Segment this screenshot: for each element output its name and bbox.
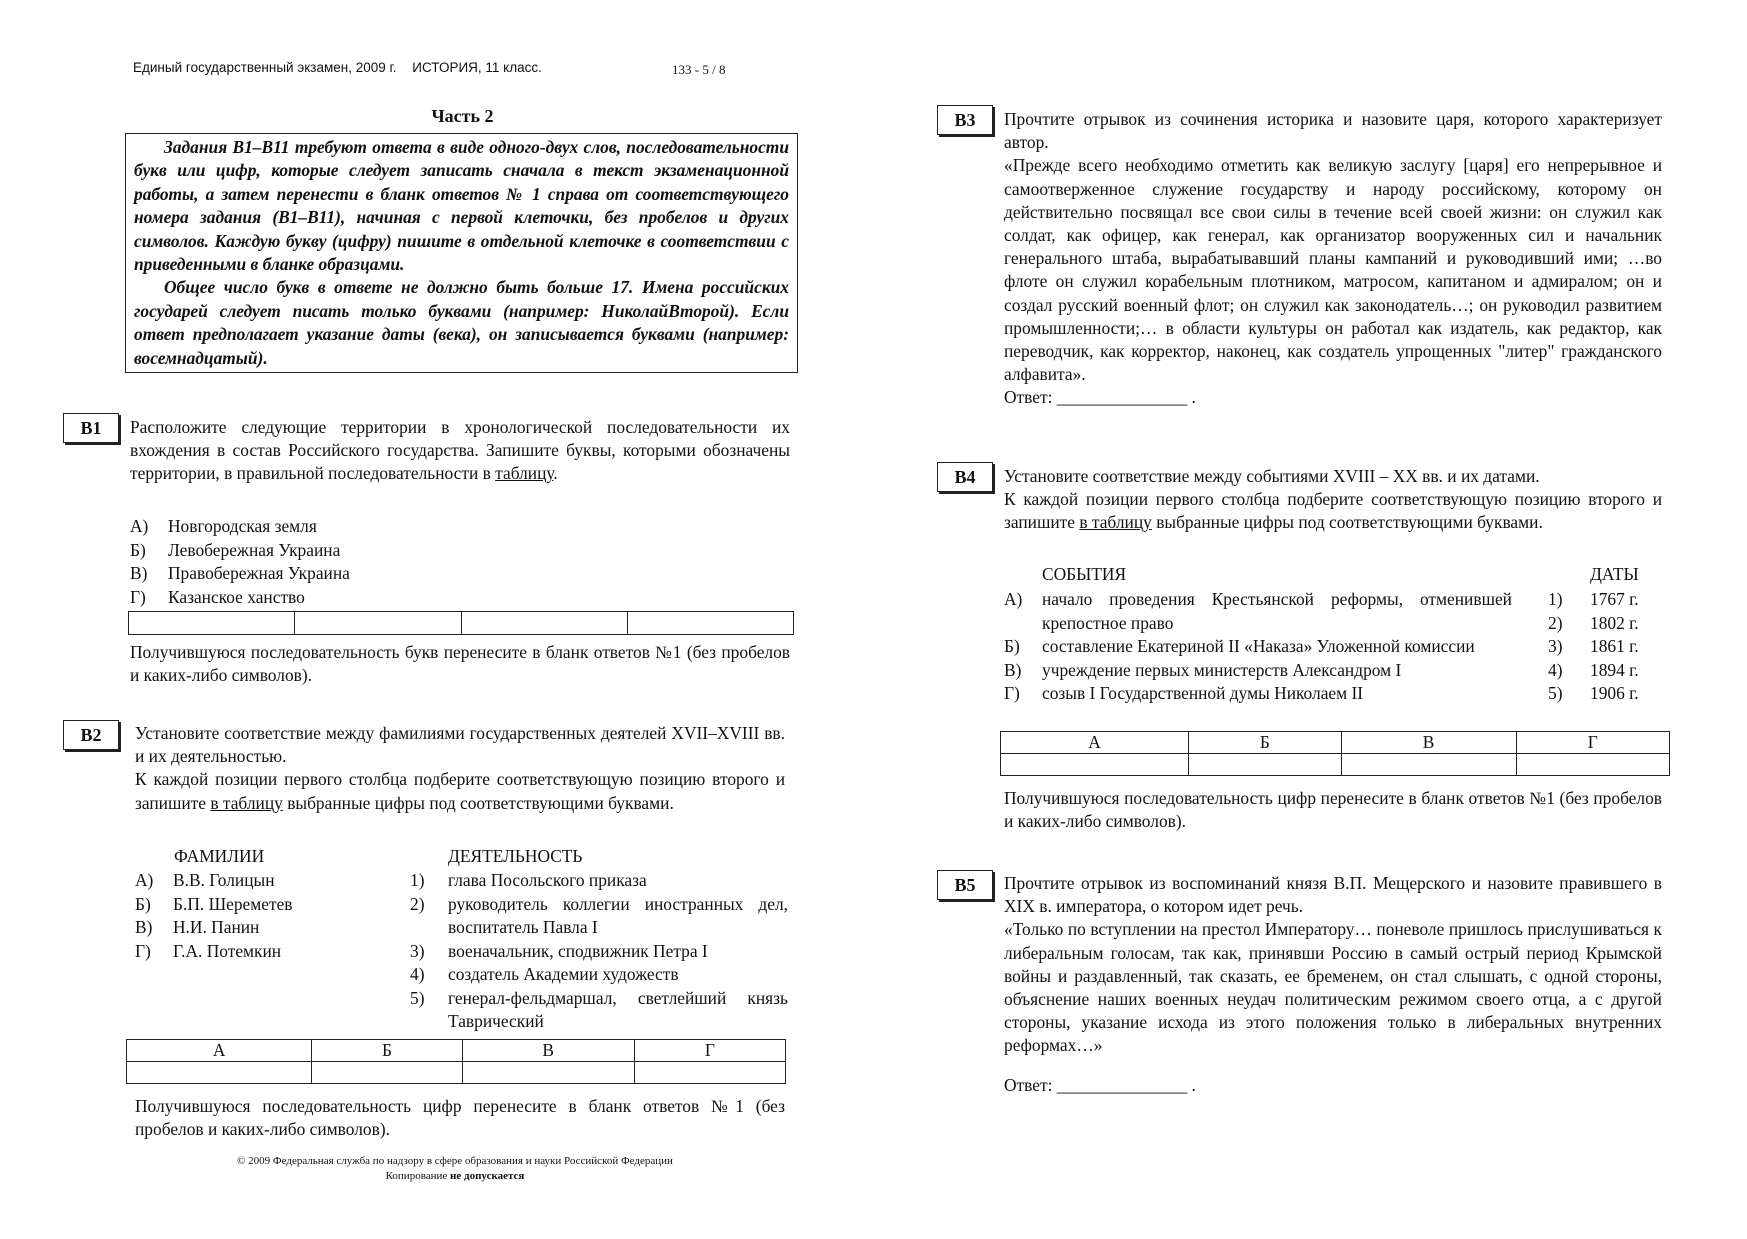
copy-notice xyxy=(130,1169,780,1184)
list-item xyxy=(1004,635,1512,659)
task-b5-label: В5 xyxy=(937,870,993,900)
list-key: Г) xyxy=(1004,683,1020,703)
list-text: начало проведения Крестьянской реформы, отменившей крепостное право xyxy=(1042,589,1512,633)
list-text: руководитель коллегии иностранных дел, воспитатель Павла I xyxy=(448,893,788,937)
answer-cell[interactable] xyxy=(295,612,461,635)
list-text: Б.П. Шереметев xyxy=(173,893,293,914)
task-b1-text xyxy=(130,416,790,486)
list-item xyxy=(1548,635,1668,659)
task-b2-instruction-end: выбранные цифры под соответствующими буквами. xyxy=(282,792,674,813)
table-header-cell: Г xyxy=(1516,732,1669,754)
list-item xyxy=(135,869,415,893)
task-b4-instruction-main: К каждой позиции первого столбца подберите соответствующую позицию второго и запишите xyxy=(1004,489,1662,533)
table-header-cell: Б xyxy=(1189,732,1342,754)
task-b4-dates xyxy=(1548,588,1668,706)
task-b2-names xyxy=(135,869,415,963)
table-header-cell: В xyxy=(1341,732,1516,754)
task-b1-list xyxy=(130,515,730,609)
answer-cell[interactable] xyxy=(1341,754,1516,776)
task-b1-text-end: . xyxy=(553,463,558,484)
list-key: А) xyxy=(130,516,149,536)
task-b4-events xyxy=(1004,588,1512,706)
part-title: Часть 2 xyxy=(431,106,494,126)
task-b2-table-link: в таблицу xyxy=(210,792,283,813)
list-key: 4) xyxy=(410,964,425,984)
task-b4-col1-head: СОБЫТИЯ xyxy=(1042,564,1127,584)
list-text: 1767 г. xyxy=(1590,589,1639,609)
list-key: 3) xyxy=(410,940,425,961)
task-b5-answer[interactable]: Ответ: _______________ . xyxy=(1004,1074,1196,1095)
list-text: генерал-фельдмаршал, светлейший князь Таврический xyxy=(448,987,788,1031)
list-key: 5) xyxy=(1548,683,1563,703)
list-key: А) xyxy=(1004,589,1023,609)
page-footer xyxy=(130,1154,780,1184)
exam-title: Единый государственный экзамен, 2009 г. xyxy=(133,60,397,75)
list-item xyxy=(1004,588,1512,635)
task-b1-table-link: таблицу xyxy=(495,463,554,484)
list-key: Б) xyxy=(135,893,151,914)
task-b1-label: В1 xyxy=(63,413,119,443)
list-key: В) xyxy=(135,917,153,937)
list-text: Н.И. Панин xyxy=(173,917,260,937)
answer-cell[interactable] xyxy=(634,1062,785,1084)
task-b2-answer-table xyxy=(126,1039,786,1084)
task-b3-intro: Прочтите отрывок из сочинения историка и назовите царя, которого характеризует автор. xyxy=(1004,109,1662,153)
list-text: 1894 г. xyxy=(1590,659,1639,680)
list-key: Г) xyxy=(130,586,146,607)
table-header-cell: В xyxy=(462,1040,634,1062)
list-item xyxy=(135,893,415,917)
list-text: 1906 г. xyxy=(1590,683,1639,703)
task-b4-instruction xyxy=(1004,488,1662,534)
answer-cell[interactable] xyxy=(461,612,627,635)
list-key: В) xyxy=(1004,659,1022,680)
list-key: 1) xyxy=(410,870,425,890)
list-text: 1802 г. xyxy=(1590,612,1639,633)
list-item xyxy=(1548,659,1668,683)
task-b4-label: В4 xyxy=(937,462,993,492)
task-b1-text-main: Расположите следующие территории в хронологической последовательности их вхождения в состав Российского государства. Запишите буквы, которыми обозначены территории, в правильной последовательности в xyxy=(130,417,790,484)
list-item xyxy=(410,893,788,940)
answer-cell[interactable] xyxy=(1001,754,1189,776)
list-key: Б) xyxy=(130,539,146,560)
task-b3-text xyxy=(1004,108,1662,410)
subject-title: ИСТОРИЯ, 11 класс. xyxy=(412,60,542,75)
table-header-cell: А xyxy=(1001,732,1189,754)
copy-notice-bold: не допускается xyxy=(450,1170,525,1182)
task-b2-activities xyxy=(410,869,788,1034)
task-b1-note: Получившуюся последовательность букв перенесите в бланк ответов №1 (без пробелов и каких-либо символов). xyxy=(130,642,790,686)
answer-cell[interactable] xyxy=(127,1062,312,1084)
task-b2-intro: Установите соответствие между фамилиями государственных деятелей XVII–XVIII вв. и их деятельностью. xyxy=(135,723,785,767)
task-b3-label: В3 xyxy=(937,105,993,135)
list-text: Новгородская земля xyxy=(168,516,317,536)
task-b1-answer-table xyxy=(128,611,794,635)
answer-cell[interactable] xyxy=(312,1062,462,1084)
list-text: составление Екатериной II «Наказа» Уложенной комиссии xyxy=(1042,636,1475,656)
task-b4-table-link: в таблицу xyxy=(1079,512,1152,533)
list-key: 2) xyxy=(410,893,425,914)
task-b2-col2-head: ДЕЯТЕЛЬНОСТЬ xyxy=(448,846,583,866)
task-b2-instruction-main: К каждой позиции первого столбца подберите соответствующую позицию второго и запишите xyxy=(135,769,785,813)
list-item xyxy=(1004,659,1512,683)
list-key: 2) xyxy=(1548,612,1563,633)
copy-notice-text: Копирование xyxy=(385,1170,451,1182)
list-text: военачальник, сподвижник Петра I xyxy=(448,940,708,961)
list-key: 5) xyxy=(410,987,425,1008)
instructions-paragraph-2: Общее число букв в ответе не должно быть больше 17. Имена российских государей следует писать только буквами (например: НиколайВторой). Если ответ предполагает указание даты (века), он записывается буквами (например: восемнадцатый). xyxy=(134,277,789,368)
list-key: Г) xyxy=(135,940,151,961)
task-b2-instruction xyxy=(135,768,785,814)
list-text: глава Посольского приказа xyxy=(448,870,647,890)
list-item xyxy=(1548,612,1668,636)
list-text: Г.А. Потемкин xyxy=(173,940,282,961)
list-item xyxy=(410,869,788,893)
task-b5-text xyxy=(1004,872,1662,1097)
list-text: учреждение первых министерств Александром I xyxy=(1042,659,1402,680)
list-item xyxy=(130,562,730,586)
answer-cell[interactable] xyxy=(462,1062,634,1084)
instructions-box xyxy=(125,133,798,373)
list-key: 4) xyxy=(1548,659,1563,680)
list-key: В) xyxy=(130,563,148,583)
list-text: 1861 г. xyxy=(1590,636,1639,656)
task-b3-answer[interactable]: Ответ: _______________ . xyxy=(1004,387,1196,408)
list-item xyxy=(1548,588,1668,612)
list-item xyxy=(1548,682,1668,706)
task-b4-intro: Установите соответствие между событиями XVIII – XX вв. и их датами. xyxy=(1004,466,1540,486)
list-key: 1) xyxy=(1548,589,1563,609)
task-b4-note: Получившуюся последовательность цифр перенесите в бланк ответов №1 (без пробелов и каких-либо символов). xyxy=(1004,788,1662,832)
task-b3-quote: «Прежде всего необходимо отметить как великую заслугу [царя] его непрерывное и самоотверженное служение государству и народу российскому, которому он действительно посвящал все свои силы в течение всей своей жизни: он служил как солдат, как офицер, как генерал, как организатор вооруженных сил и начальник генерального штаба, вырабатывавший планы кампаний и руководивший ими; …во флоте он служил корабельным плотником, матросом, капитаном и адмиралом; он и создал русский военный флот; он служил как законодатель…; он руководил развитием промышленности;… в области культуры он работал как издатель, как редактор, как переводчик, как корректор, наконец, как создатель упрощенных "литер" гражданского алфавита». xyxy=(1004,155,1662,385)
list-text: Правобережная Украина xyxy=(168,563,350,583)
task-b5-quote: «Только по вступлении на престол Императору… поневоле пришлось прислушиваться к либеральным голосам, так как, принявши Россию в самый острый период Крымской войны и раздавленный, так сказать, ее бременем, он стал слышать, с одной стороны, объяснение наших военных неудач политическим режимом своего отца, а с другой стороны, указание исхода из этого положения только в либеральных внутренних реформах…» xyxy=(1004,919,1662,1056)
list-text: Казанское ханство xyxy=(168,586,305,607)
list-item xyxy=(130,515,730,539)
list-text: В.В. Голицын xyxy=(173,870,275,890)
table-header-cell: Б xyxy=(312,1040,462,1062)
copyright: © 2009 Федеральная служба по надзору в сфере образования и науки Российской Федерации xyxy=(237,1155,673,1167)
instructions-paragraph-1: Задания В1–В11 требуют ответа в виде одного-двух слов, последовательности букв или цифр, которые следует записать сначала в текст экзаменационной работы, а затем перенести в бланк ответов № 1 справа от соответствующего номера задания (В1–В11), начиная с первой клеточки, без пробелов и других символов. Каждую букву (цифру) пишите в отдельной клеточке в соответствии с приведенными в бланке образцами. xyxy=(134,137,789,275)
task-b4-col2-head: ДАТЫ xyxy=(1590,564,1639,584)
table-header-cell: А xyxy=(127,1040,312,1062)
task-b2-label: В2 xyxy=(63,720,119,750)
task-b2-note: Получившуюся последовательность цифр перенесите в бланк ответов №1 (без пробелов и каких-либо символов). xyxy=(135,1096,785,1140)
list-item xyxy=(130,586,730,610)
answer-cell[interactable] xyxy=(129,612,295,635)
list-item xyxy=(135,940,415,964)
list-item xyxy=(130,539,730,563)
list-item xyxy=(410,940,788,964)
task-b4-instruction-end: выбранные цифры под соответствующими буквами. xyxy=(1151,512,1543,533)
list-key: Б) xyxy=(1004,636,1020,656)
task-b5-intro: Прочтите отрывок из воспоминаний князя В.П. Мещерского и назовите правившего в XIX в. императора, о котором идет речь. xyxy=(1004,873,1662,917)
list-item xyxy=(410,987,788,1034)
answer-cell[interactable] xyxy=(627,612,793,635)
table-header-cell: Г xyxy=(634,1040,785,1062)
answer-cell[interactable] xyxy=(1189,754,1342,776)
page-number: 133 - 5 / 8 xyxy=(672,62,726,77)
list-item xyxy=(135,916,415,940)
list-text: Левобережная Украина xyxy=(168,539,341,560)
list-text: созыв I Государственной думы Николаем II xyxy=(1042,683,1364,703)
list-key: А) xyxy=(135,870,154,890)
task-b4-text xyxy=(1004,465,1662,535)
page-header xyxy=(133,60,554,75)
list-item xyxy=(410,963,788,987)
answer-cell[interactable] xyxy=(1516,754,1669,776)
list-item xyxy=(1004,682,1512,706)
task-b4-answer-table xyxy=(1000,731,1670,776)
list-key: 3) xyxy=(1548,636,1563,656)
task-b2-text xyxy=(135,722,785,815)
list-text: создатель Академии художеств xyxy=(448,964,679,984)
task-b2-col1-head: ФАМИЛИИ xyxy=(174,846,265,866)
